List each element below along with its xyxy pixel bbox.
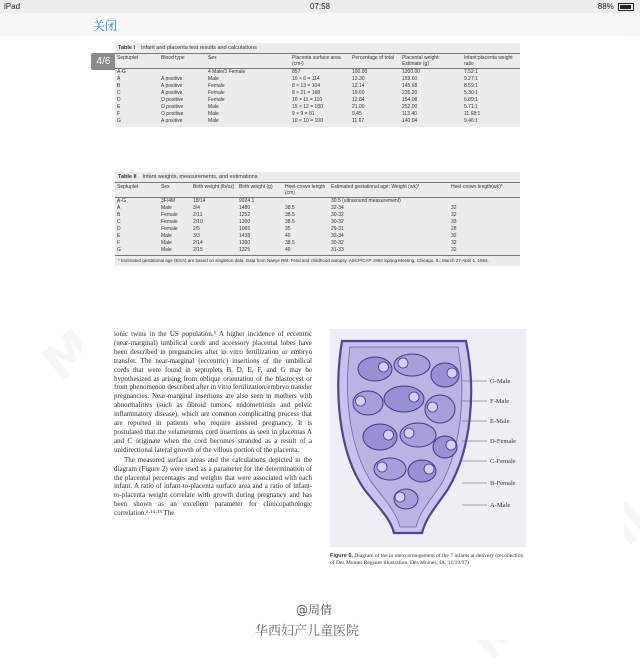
table-cell: 159.60 — [402, 76, 418, 82]
table-cell: 8 × 21 = 168 — [292, 90, 321, 96]
footer-hospital-name: 华西妇产儿童医院 — [255, 624, 360, 639]
table-cell: 857 — [292, 69, 301, 75]
table-cell: 1325 — [239, 247, 251, 253]
infant-head-shape — [395, 492, 405, 502]
footer-user-handle: @周倩 — [296, 603, 333, 617]
table-cell: 30-32 — [331, 219, 344, 225]
table-cell: 33 — [451, 219, 457, 225]
table-cell: C — [117, 90, 121, 96]
uterus-diagram — [330, 329, 526, 547]
table-cell: 4 Male/3 Female — [208, 69, 246, 75]
table-cell: 12.14 — [352, 83, 365, 89]
infant-head-shape — [379, 362, 389, 372]
table-cell: A positive — [161, 90, 183, 96]
table-cell — [159, 69, 206, 76]
table-2-body — [115, 198, 520, 255]
battery-status — [598, 2, 634, 11]
table-row — [115, 219, 520, 226]
table-cell: 32-34 — [331, 233, 344, 239]
table-cell: 252.00 — [402, 104, 418, 110]
article-body-text — [114, 330, 312, 518]
infant-head-shape — [404, 428, 414, 438]
table-1-label: Table I — [118, 45, 136, 51]
table-cell: Male — [208, 76, 219, 82]
battery-percent: 88% — [597, 2, 614, 11]
table-cell: Male — [161, 247, 172, 253]
table-cell: 18/14 — [193, 198, 206, 204]
carrier-label: iPad — [4, 2, 21, 11]
column-header: Heel-crown length(wk)* — [451, 184, 503, 190]
table-cell: A positive — [161, 76, 183, 82]
table-cell — [283, 198, 329, 205]
infant-head-shape — [398, 358, 408, 368]
table-row — [115, 240, 520, 247]
table-cell: 8 × 13 = 104 — [292, 83, 321, 89]
infant-head-shape — [356, 396, 366, 406]
table-cell: 9.45 — [352, 111, 362, 117]
column-header: Sex — [208, 55, 217, 61]
table-cell: 28 — [451, 226, 457, 232]
table-cell: 140.04 — [402, 118, 418, 124]
table-cell: G — [117, 118, 121, 124]
table-cell: 32 — [451, 205, 457, 211]
table-cell: Male — [161, 240, 172, 246]
infant-head-shape — [384, 430, 394, 440]
column-header: Septuplet — [117, 184, 139, 190]
table-cell: Male — [208, 104, 219, 110]
table-row — [115, 76, 520, 83]
table-cell: 1065 — [239, 226, 251, 232]
table-cell: 19.60 — [352, 90, 365, 96]
table-row — [115, 233, 520, 240]
table-cell: 35 — [285, 226, 291, 232]
table-cell: Male — [161, 205, 172, 211]
table-row — [115, 205, 520, 212]
table-cell: 10 × 6 = 114 — [292, 76, 320, 82]
table-cell: 113.40 — [402, 111, 417, 117]
figure-caption-label: Figure 6. — [330, 553, 353, 559]
table-cell: 145.68 — [402, 83, 418, 89]
table-cell: G — [117, 247, 121, 253]
close-button[interactable]: 关闭 — [93, 19, 118, 33]
table-cell: 10 × 11 = 110 — [292, 97, 323, 103]
paragraph: ionic twins in the US population.⁵ A higher incidence of eccentric (near-marginal) umbilical cords and accessory placental lobes have been described in pregnancies after in vitro fertilization or embryo transfer. The near-marginal (eccentric) insertions of the umbilical cords that were found in septuplets B, D, E, F, and G may be hypothesized as arising from oblique orientation of the blastocyst or from phenomenon described after in vitro fertilization/embryo transfer pregnancies. Near-marginal insertions are also seen in mothers with abnormalities (such as fibroid tumors, endometriosis and pelvic inflammatory disease), which are common complicating process that are reported in patients who require assisted pregnancy. It is postulated that the velamentous cord insertions as seen in placentas A and C originate when the cord becomes stranded as a result of a unidirectional lateral growth of the villous portion of the placenta. — [114, 330, 312, 454]
table-cell: A-G — [117, 198, 126, 204]
table-cell: Female — [208, 90, 225, 96]
table-cell: C — [117, 219, 121, 225]
table-cell: 8.59:1 — [464, 83, 478, 89]
table-cell: 32 — [451, 247, 457, 253]
table-cell: 1300 — [239, 240, 251, 246]
table-2-label: Table II — [118, 174, 137, 180]
clock: 07:58 — [309, 2, 331, 11]
table-cell: 29-31 — [331, 226, 344, 232]
figure-label: G-Male — [490, 378, 511, 385]
table-cell: 11.68:1 — [464, 111, 481, 117]
table-cell: D — [117, 97, 121, 103]
table-cell: 2/15 — [193, 247, 203, 253]
table-cell: Female — [208, 83, 225, 89]
table-cell: 32-34 — [331, 205, 344, 211]
table-1-body — [115, 69, 520, 127]
table-cell: 15 × 12 = 180 — [292, 104, 323, 110]
reader-toolbar — [0, 13, 640, 36]
paragraph: The measured surface areas and the calculations depicted in the diagram (Figure 2) were used as a parameter for the determination of the placental percentages and weights that were associated with each infant. A ratio of infant-to-placenta surface area and a ratio of infant-to-placenta weight correlate with growth during pregnancy and has been shown as an excellent parameter for clinicopathologic correlation.²·¹⁴·¹⁵ The — [114, 455, 312, 518]
table-1-title: Table I Infant and placenta test results and calculations — [115, 43, 520, 54]
table-cell: 100.00 — [352, 69, 368, 75]
table-cell: O positive — [161, 97, 184, 103]
table-2-footnote: * Estimated gestational age (EGA) are based on singleton data. Data from Naeye RM. Fetal and childhood autopsy. ASCP/CAP 1993 Spring Meeting, Chicago, IL, March 27-April 1, 1993. — [115, 255, 520, 266]
table-cell: B — [117, 212, 121, 218]
table-2-header — [115, 183, 520, 198]
figure-caption-text: Diagram of the in utero arrangement of the 7 infants at delivery (recollection of Des Moines Register illustration, Des Moines, IA, 11/19/97) — [330, 553, 524, 566]
table-cell: 6.89:1 — [464, 97, 478, 103]
column-header: Estimated gestational age: Weight (wk)* — [331, 184, 420, 190]
table-cell: O positive — [161, 111, 184, 117]
table-cell: 2/14 — [193, 240, 203, 246]
table-cell: 30-32 — [331, 212, 344, 218]
battery-icon — [618, 3, 634, 11]
column-header: Blood type — [161, 55, 185, 61]
table-cell: A positive — [161, 83, 183, 89]
table-cell: E — [117, 104, 121, 110]
figure-caption — [330, 553, 526, 567]
table-cell: 21.00 — [352, 104, 365, 110]
table-row — [115, 111, 520, 118]
table-cell: 9.46:1 — [464, 118, 478, 124]
table-cell: 9.27:1 — [464, 76, 478, 82]
table-cell: 1200.00 — [402, 69, 421, 75]
table-cell: 2/5 — [193, 226, 200, 232]
table-cell: 11.67 — [352, 118, 365, 124]
column-header: Infant:placenta weight ratio — [464, 55, 513, 67]
table-cell: 32 — [451, 233, 457, 239]
table-row — [115, 118, 520, 125]
infant-head-shape — [377, 462, 387, 472]
table-cell: 12.84 — [352, 97, 365, 103]
table-row — [115, 226, 520, 233]
table-cell: 40 — [285, 233, 291, 239]
table-1 — [115, 43, 520, 127]
table-cell: 32 — [451, 212, 457, 218]
table-cell: 5.30:1 — [464, 90, 478, 96]
table-cell: 1252 — [239, 212, 251, 218]
table-cell: D — [117, 226, 121, 232]
table-2 — [115, 172, 520, 266]
table-row — [115, 69, 520, 76]
table-cell: 10 × 10 = 100 — [292, 118, 323, 124]
table-cell: 1300 — [239, 219, 251, 225]
table-cell: B — [117, 83, 121, 89]
table-cell: Male — [161, 233, 172, 239]
table-cell: Female — [208, 97, 225, 103]
table-cell: 38.5 — [285, 212, 295, 218]
table-row — [115, 97, 520, 104]
table-cell: Female — [161, 226, 178, 232]
infant-head-shape — [428, 402, 438, 412]
table-2-title: Table II Infant weights, measurements, and estimations — [115, 172, 520, 183]
table-row — [115, 90, 520, 97]
table-cell: Male — [208, 111, 219, 117]
page-indicator: 4/6 — [91, 53, 116, 70]
status-bar — [0, 0, 640, 13]
table-cell: E — [117, 233, 121, 239]
table-row — [115, 247, 520, 254]
infant-head-shape — [446, 440, 456, 450]
table-cell: 32 — [451, 240, 457, 246]
table-cell: 2/11 — [193, 212, 203, 218]
column-header: Sex — [161, 184, 170, 190]
table-cell: 13.30 — [352, 76, 365, 82]
figure-label: D-Female — [490, 438, 516, 445]
table-1-header — [115, 54, 520, 69]
uterus-diagram-figure — [330, 329, 526, 547]
table-cell: 3/3 — [193, 233, 200, 239]
table-cell: 31-33 — [331, 247, 344, 253]
table-cell: 2/10 — [193, 219, 203, 225]
table-cell: A-G — [117, 69, 126, 75]
figure-label: E-Male — [490, 418, 510, 425]
table-cell: 1480 — [239, 205, 251, 211]
table-cell: 1438 — [239, 233, 251, 239]
column-header: Birth weight (lb/oz) — [193, 184, 235, 190]
column-header: Placenta surface area (cm²) — [292, 55, 341, 67]
infant-head-shape — [447, 368, 457, 378]
figure-label: A-Male — [490, 502, 511, 509]
column-header: Percentage of total — [352, 55, 394, 61]
figure-label: C-Female — [490, 458, 516, 465]
table-cell: 38.5 — [285, 240, 295, 246]
table-cell: 38.5 — [285, 205, 295, 211]
table-cell: O positive — [161, 104, 184, 110]
table-cell: 9 × 9 = 81 — [292, 111, 315, 117]
table-cell: 30.5 (ultrasound measurement) — [331, 198, 401, 204]
table-cell: Female — [161, 219, 178, 225]
table-cell: 154.08 — [402, 97, 418, 103]
column-header: Heel-crown length (cm) — [285, 184, 326, 196]
table-cell: 3/4 — [193, 205, 200, 211]
table-cell: 30-32 — [331, 240, 344, 246]
column-header: Placental weight: Estimate (g) — [402, 55, 440, 67]
table-cell: F — [117, 111, 121, 117]
table-cell: 5.71:1 — [464, 104, 478, 110]
table-cell: 40 — [285, 247, 291, 253]
table-row — [115, 212, 520, 219]
figure-label: F-Male — [490, 398, 510, 405]
table-cell: A positive — [161, 118, 183, 124]
figure-label: B-Female — [490, 480, 516, 487]
infant-head-shape — [424, 464, 434, 474]
table-row — [115, 104, 520, 111]
table-cell: 235.20 — [402, 90, 418, 96]
table-cell: F — [117, 240, 121, 246]
table-cell — [449, 198, 520, 205]
table-cell: Female — [161, 212, 178, 218]
table-cell: A — [117, 76, 121, 82]
table-cell: Male — [208, 118, 219, 124]
column-header: Birth weight (g) — [239, 184, 273, 190]
table-row — [115, 83, 520, 90]
table-cell: 3F/4M — [161, 198, 176, 204]
table-cell: 38.5 — [285, 219, 295, 225]
column-header: Septuplet — [117, 55, 139, 61]
table-cell: 9024.1 — [239, 198, 255, 204]
infant-head-shape — [409, 392, 419, 402]
table-cell: 7.52:1 — [464, 69, 478, 75]
table-cell: A — [117, 205, 121, 211]
table-row — [115, 198, 520, 205]
